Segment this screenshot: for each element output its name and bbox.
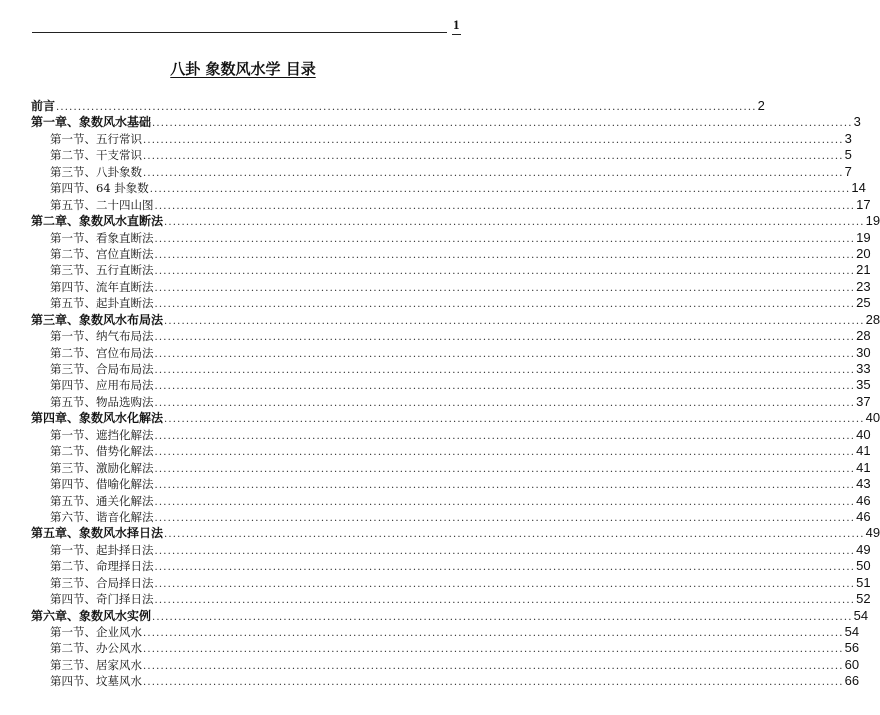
toc-section-entry[interactable] [31,508,871,525]
toc-entry-label: 第五章、象数风水择日法 [31,526,164,541]
toc-entry-label: 第四章、象数风水化解法 [31,411,164,426]
toc-entry-label: 第二节、借势化解法 [50,444,154,459]
dot-leader: ................................................................................................................................................................ [154,200,856,212]
toc-entry-page-number: 17 [856,196,871,212]
toc-chapter-entry[interactable] [31,525,880,541]
table-of-contents [31,98,880,690]
dot-leader: ................................................................................................................................................................ [154,299,856,311]
toc-entry-label: 第五节、通关化解法 [50,493,154,508]
toc-section-entry[interactable] [31,492,871,509]
toc-entry-page-number: 46 [856,492,871,508]
toc-entry-page-number: 51 [856,574,871,590]
dot-leader: ................................................................................................................................................................ [154,282,856,294]
toc-section-entry[interactable] [31,130,852,147]
dot-leader: ................................................................................................................................................................ [154,332,856,344]
toc-chapter-entry[interactable] [31,311,880,328]
dot-leader: ................................................................................................................................................................ [149,184,851,196]
toc-entry-label: 第一节、看象直断法 [50,230,154,245]
toc-entry-label: 第三节、居家风水 [50,657,142,672]
dot-leader: ................................................................................................................................................................ [154,463,856,475]
toc-section-entry[interactable] [31,278,871,295]
toc-section-entry[interactable] [31,640,860,656]
toc-section-entry[interactable] [31,443,871,459]
toc-entry-page-number: 3 [844,130,852,146]
dot-leader: ................................................................................................................................................................ [143,677,844,689]
toc-section-entry[interactable] [31,245,871,262]
dot-leader: ................................................................................................................................................................ [154,266,856,278]
toc-entry-label: 前言 [31,99,56,113]
dot-leader: ................................................................................................................................................................ [164,529,865,541]
toc-entry-page-number: 33 [856,361,871,376]
dot-leader: ................................................................................................................................................................ [143,628,844,639]
toc-entry-label: 第四节、坟墓风水 [50,674,142,689]
toc-entry-label: 第三章、象数风水布局法 [31,312,164,327]
toc-entry-label: 第二节、宫位直断法 [50,246,154,261]
dot-leader: ................................................................................................................................................................ [143,660,844,672]
toc-section-entry[interactable] [31,377,871,393]
toc-entry-page-number: 7 [844,163,852,179]
toc-entry-label: 第一章、象数风水基础 [31,115,152,130]
toc-section-entry[interactable] [31,574,871,591]
toc-section-entry[interactable] [31,361,871,377]
toc-section-entry[interactable] [31,295,871,311]
toc-entry-label: 第二节、宫位布局法 [50,345,154,360]
dot-leader: ................................................................................................................................................................ [154,512,856,524]
toc-section-entry[interactable] [31,262,871,278]
toc-entry-page-number: 66 [844,673,860,689]
toc-entry-page-number: 30 [856,344,871,360]
page-number: 1 [453,17,460,32]
toc-entry-label: 第六节、谐音化解法 [50,509,154,524]
toc-chapter-entry[interactable] [31,410,880,426]
dot-leader: ................................................................................................................................................................ [154,545,856,557]
toc-entry-page-number: 21 [856,262,871,278]
page-title: 八卦 象数风水学 目录 [170,60,316,78]
toc-section-entry[interactable] [31,196,871,213]
toc-section-entry[interactable] [31,459,871,476]
toc-entry-label: 第四节、流年直断法 [50,279,154,294]
dot-leader: ................................................................................................................................................................ [143,151,844,163]
toc-entry-label: 第五节、物品选购法 [50,394,154,409]
dot-leader: ................................................................................................................................................................ [152,611,853,623]
toc-entry-page-number: 54 [844,624,860,639]
toc-entry-label: 第三节、激励化解法 [50,460,154,475]
toc-section-entry[interactable] [31,328,871,344]
toc-entry-label: 第五节、起卦直断法 [50,296,154,311]
toc-entry-page-number: 28 [865,311,880,327]
toc-entry-page-number: 49 [865,525,880,541]
dot-leader: ................................................................................................................................................................ [164,414,865,426]
toc-entry-page-number: 20 [856,245,871,261]
toc-section-entry[interactable] [31,180,866,196]
dot-leader: ................................................................................................................................................................ [164,315,865,327]
dot-leader: ................................................................................................................................................................ [143,134,844,146]
toc-entry-label: 第二节、干支常识 [50,148,142,163]
toc-entry-page-number: 54 [853,607,869,623]
dot-leader: ................................................................................................................................................................ [56,102,757,113]
toc-entry-label: 第一节、五行常识 [50,131,142,146]
toc-entry-label: 第二节、命理择日法 [50,559,154,574]
toc-section-entry[interactable] [31,344,871,361]
toc-entry-label: 第一节、纳气布局法 [50,329,154,344]
toc-entry-label: 第五节、二十四山图 [50,197,154,212]
dot-leader: ................................................................................................................................................................ [154,233,856,245]
toc-section-entry[interactable] [31,426,871,443]
dot-leader: ................................................................................................................................................................ [154,578,856,590]
dot-leader: ................................................................................................................................................................ [154,595,856,607]
toc-entry-label: 第四节、应用布局法 [50,378,154,393]
dot-leader: ................................................................................................................................................................ [154,480,856,492]
toc-entry-page-number: 46 [856,508,871,524]
page-number-rule [452,34,461,35]
dot-leader: ................................................................................................................................................................ [154,397,856,409]
toc-entry-label: 第六章、象数风水实例 [31,608,152,623]
toc-entry-label: 第三节、合局择日法 [50,575,154,590]
toc-entry-page-number: 5 [844,147,852,163]
dot-leader: ................................................................................................................................................................ [154,249,856,261]
toc-entry-page-number: 23 [856,278,871,294]
dot-leader: ................................................................................................................................................................ [154,348,856,360]
toc-chapter-entry[interactable] [31,98,765,114]
toc-entry-label: 第三节、八卦象数 [50,164,142,179]
toc-section-entry[interactable] [31,591,871,607]
toc-section-entry[interactable] [31,673,860,689]
toc-entry-page-number: 25 [856,295,871,311]
dot-leader: ................................................................................................................................................................ [154,496,856,508]
toc-section-entry[interactable] [31,541,871,558]
toc-entry-page-number: 56 [844,640,860,656]
toc-entry-label: 第三节、合局布局法 [50,362,154,376]
toc-entry-page-number: 3 [853,114,861,130]
toc-section-entry[interactable] [31,163,852,180]
toc-entry-page-number: 37 [856,393,871,409]
toc-entry-page-number: 28 [856,328,871,344]
toc-entry-page-number: 40 [865,410,880,426]
toc-section-entry[interactable] [31,393,871,410]
dot-leader: ................................................................................................................................................................ [143,644,844,656]
toc-entry-label: 第一节、企业风水 [50,625,142,639]
toc-entry-page-number: 2 [757,98,765,113]
toc-section-entry[interactable] [31,476,871,492]
toc-entry-page-number: 52 [856,591,871,607]
toc-entry-label: 第一节、遮挡化解法 [50,427,154,442]
toc-entry-label: 第四节、借喻化解法 [50,477,154,492]
toc-section-entry[interactable] [31,656,860,673]
toc-entry-label: 第四节、奇门择日法 [50,592,154,607]
dot-leader: ................................................................................................................................................................ [164,217,865,229]
toc-entry-page-number: 43 [856,476,871,492]
toc-entry-page-number: 41 [856,443,871,459]
dot-leader: ................................................................................................................................................................ [154,365,856,376]
toc-entry-page-number: 40 [856,426,871,442]
toc-entry-label: 第四节、64 卦象数 [50,181,149,196]
dot-leader: ................................................................................................................................................................ [152,118,853,130]
toc-entry-label: 第二章、象数风水直断法 [31,214,164,229]
dot-leader: ................................................................................................................................................................ [143,167,844,179]
toc-entry-page-number: 14 [851,180,866,196]
toc-chapter-entry[interactable] [31,607,869,624]
toc-entry-page-number: 19 [865,213,880,229]
toc-section-entry[interactable] [31,624,860,640]
toc-entry-page-number: 60 [844,656,860,672]
toc-chapter-entry[interactable] [31,114,861,130]
dot-leader: ................................................................................................................................................................ [154,447,856,459]
toc-chapter-entry[interactable] [31,213,880,229]
toc-entry-page-number: 41 [856,459,871,475]
toc-section-entry[interactable] [31,229,871,246]
dot-leader: ................................................................................................................................................................ [154,562,856,574]
toc-entry-label: 第一节、起卦择日法 [50,542,154,557]
toc-section-entry[interactable] [31,558,871,574]
toc-entry-page-number: 19 [856,229,871,245]
dot-leader: ................................................................................................................................................................ [154,430,856,442]
toc-entry-page-number: 35 [856,377,871,393]
dot-leader: ................................................................................................................................................................ [154,381,856,393]
toc-section-entry[interactable] [31,147,852,163]
header-rule [32,32,447,33]
toc-entry-page-number: 49 [856,541,871,557]
toc-entry-page-number: 50 [856,558,871,574]
toc-entry-label: 第二节、办公风水 [50,641,142,656]
toc-entry-label: 第三节、五行直断法 [50,263,154,278]
